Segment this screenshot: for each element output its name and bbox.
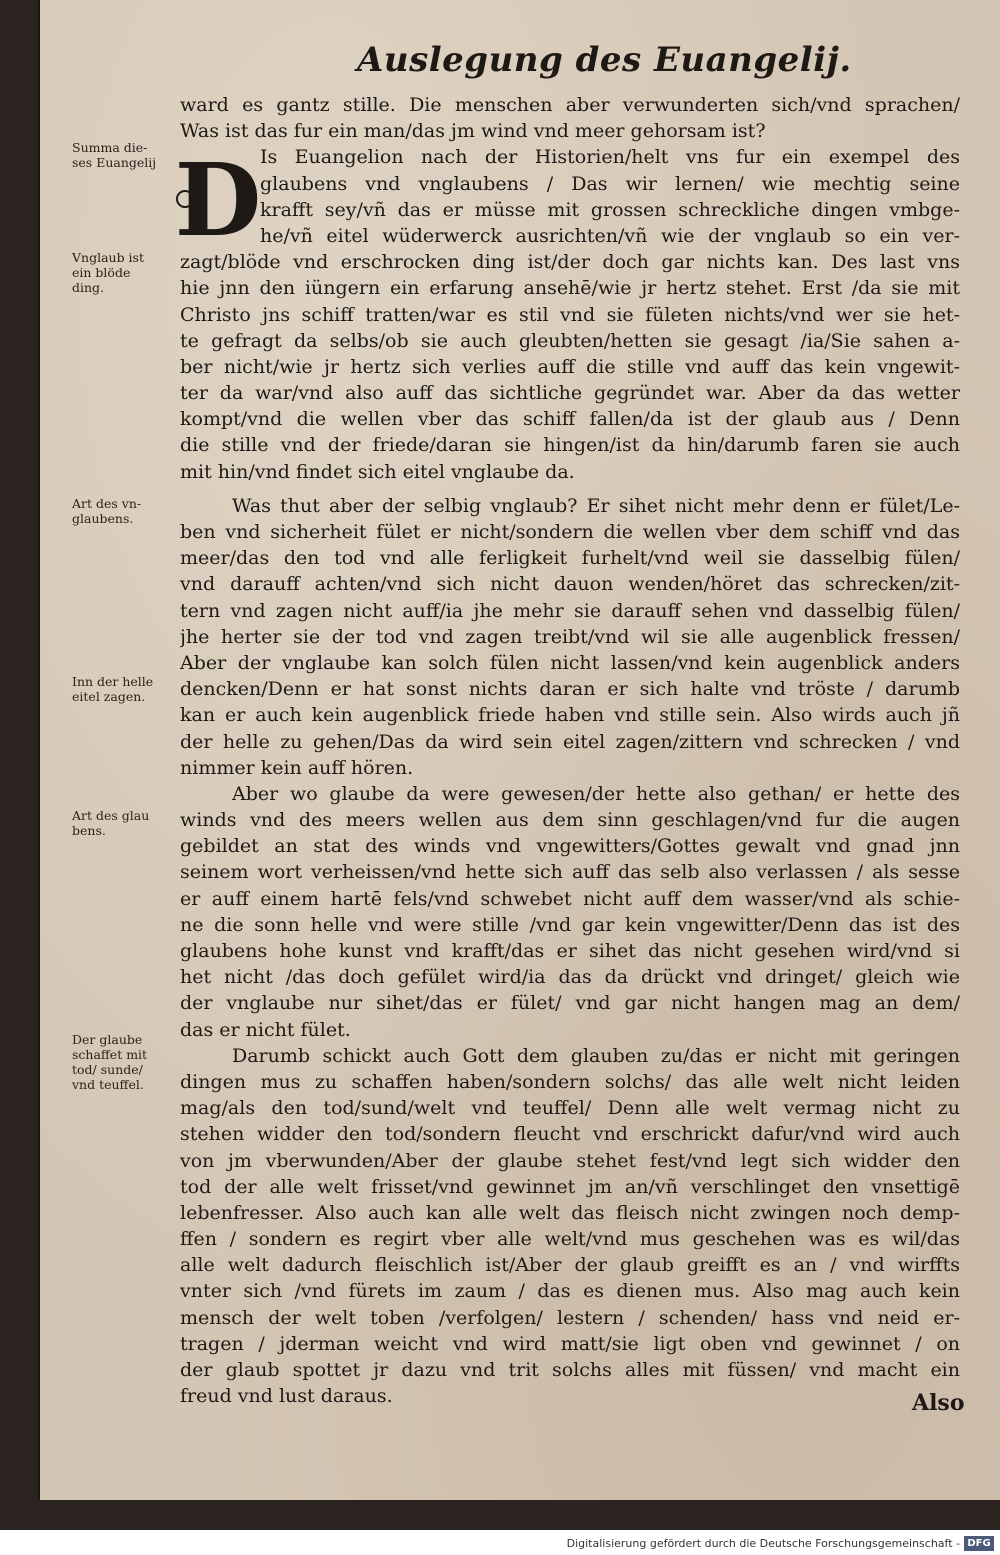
text-line: dencken/Denn er hat sonst nichts daran er sich halte vnd tröste / darumb (180, 678, 960, 701)
catchword: Also (912, 1390, 965, 1416)
text-line: stehen widder den tod/sondern fleucht vnd erschrickt dafur/vnd wird auch (180, 1123, 960, 1146)
text-line: Aber wo glaube da were gewesen/der hette also gethan/ er hette des (232, 782, 960, 805)
text-line: der glaub spottet jr dazu vnd trit solchs alles mit füssen/ vnd macht ein (180, 1359, 960, 1381)
text-line: Darumb schickt auch Gott dem glauben zu/das er nicht mit geringen (232, 1044, 960, 1067)
text-line: vnter sich /vnd fürets im zaum / das es dienen mus. Also mag auch kein (180, 1280, 960, 1303)
text-line: lebenfresser. Also auch kan alle welt das fleisch nicht zwingen noch demp- (180, 1201, 960, 1224)
body-text (180, 92, 960, 1409)
text-line: tragen / jderman weicht vnd wird matt/sie ligt oben vnd gewinnet / on (180, 1332, 960, 1355)
margin-note: Inn der helle eitel zagen. (72, 674, 154, 704)
text-line: Was ist das fur ein man/das jm wind vnd meer gehorsam ist? (180, 120, 766, 143)
text-line: mag/als den tod/sund/welt vnd teuffel/ Denn alle welt vermag nicht zu (180, 1097, 960, 1120)
text-line: kan er auch kein augenblick friede haben vnd stille sein. Also wirds auch jñ (180, 704, 960, 727)
text-line: ter da war/vnd also auff das sichtliche gegründet war. Aber da das wetter (180, 382, 960, 405)
decorated-initial: D (174, 141, 262, 259)
text-line: kompt/vnd die wellen vber das schiff fallen/da ist der glaub aus / Denn (180, 408, 960, 431)
text-line: freud vnd lust daraus. (180, 1385, 393, 1408)
text-line: hie jnn den iüngern ein erfarung ansehē/wie jr hertz stehet. Erst /da sie mit (180, 277, 960, 300)
text-line: glaubens vnd vnglaubens / Das wir lernen/ wie mechtig seine (260, 172, 960, 195)
margin-note: Der glaube schaffet mit tod/ sunde/ vnd teuffel. (72, 1032, 148, 1092)
text-line: jhe herter sie der tod vnd zagen treibt/vnd wil sie alle augenblick fressen/ (180, 625, 960, 648)
text-line: het nicht /das doch gefület wird/ia das da drückt vnd dringet/ gleich wie (180, 966, 960, 989)
text-line: er auff einem hartē fels/vnd schwebet nicht auff dem wasser/vnd als schie- (180, 887, 960, 910)
text-line: die stille vnd der friede/daran sie hingen/ist da hin/darumb faren sie auch (180, 434, 960, 457)
text-line: der vnglaube nur sihet/das er fület/ vnd gar nicht hangen mag an dem/ (180, 992, 960, 1015)
text-line: mensch der welt toben /verfolgen/ lestern / schenden/ hass vnd neid er- (180, 1306, 960, 1329)
text-line: alle welt dadurch fleischlich ist/Aber der glaub greifft es an / vnd wirffts (180, 1254, 960, 1277)
margin-note: Summa die- ses Euangelij (72, 140, 157, 170)
footer-bar (0, 1535, 1000, 1555)
text-line: Was thut aber der selbig vnglaub? Er sihet nicht mehr denn er fület/Le- (232, 494, 960, 517)
text-line: ne die sonn helle vnd were stille /vnd gar kein vngewitter/Denn das ist des (180, 913, 960, 936)
text-line: ward es gantz stille. Die menschen aber verwunderten sich/vnd sprachen/ (180, 94, 960, 116)
text-line: ffen / sondern es regirt vber alle welt/vnd mus geschehen was es wil/das (180, 1228, 960, 1251)
text-line: der helle zu gehen/Das da wird sein eitel zagen/zittern vnd schrecken / vnd (180, 730, 960, 753)
text-line: he/vñ eitel wüderwerck ausrichten/vñ wie der vnglaub so ein ver- (260, 224, 960, 247)
text-line: mit hin/vnd findet sich eitel vnglaube da. (180, 460, 575, 483)
text-line: von jm vberwunden/Aber der glaube stehet fest/vnd legt sich widder den (180, 1149, 960, 1172)
margin-note: Vnglaub ist ein blöde ding. (72, 250, 144, 295)
text-line: gebildet an stat des winds vnd vngewitters/Gottes gewalt vnd gnad jnn (180, 835, 960, 858)
running-head: Auslegung des Euangelij. (357, 40, 852, 80)
dfg-logo: DFG (964, 1536, 994, 1551)
text-line: Christo jns schiff tratten/war es stil vnd sie fületen nichts/vnd wer sie het- (180, 303, 960, 326)
funding-credit: Digitalisierung gefördert durch die Deutsche Forschungsgemeinschaft - (566, 1537, 960, 1550)
margin-note: Art des glau bens. (72, 808, 150, 838)
text-line: ber nicht/wie jr hertz sich verlies auff die stille vnd auff das kein vngewit- (180, 355, 960, 378)
text-line: Is Euangelion nach der Historien/helt vns fur ein exempel des (260, 146, 960, 169)
text-line: dingen mus zu schaffen haben/sondern solchs/ das alle welt nicht leiden (180, 1070, 960, 1093)
text-line: vnd darauff achten/vnd sich nicht dauon wenden/höret das schrecken/zit- (180, 573, 960, 596)
text-line: winds vnd des meers wellen aus dem sinn geschlagen/vnd fur die augen (180, 809, 960, 832)
text-line: seinem wort verheissen/vnd hette sich auff das selb also verlassen / als sesse (180, 861, 960, 884)
text-line: das er nicht fület. (180, 1018, 351, 1041)
text-line: te gefragt da selbs/ob sie auch gleubten/hetten sie gesagt /ia/Sie sahen a- (180, 329, 960, 352)
text-line: ben vnd sicherheit fület er nicht/sondern die wellen vber dem schiff vnd das (180, 521, 960, 543)
text-line: glaubens hohe kunst vnd krafft/das er sihet das nicht gesehen wird/vnd si (180, 940, 960, 962)
text-line: zagt/blöde vnd erschrocken ding ist/der doch gar nichts kan. Des last vns (180, 251, 960, 274)
text-line: tern vnd zagen nicht auff/ia jhe mehr sie darauff sehen vnd dasselbig fülen/ (180, 599, 960, 622)
text-line: nimmer kein auff hören. (180, 756, 414, 779)
text-line: tod der alle welt frisset/vnd gewinnet jm an/vñ verschlinget den vnsettigē (180, 1175, 960, 1198)
text-line: krafft sey/vñ das er müsse mit grossen schreckliche dingen vmbge- (260, 198, 960, 221)
margin-note: Art des vn- glaubens. (72, 496, 142, 526)
text-line: Aber der vnglaube kan solch fülen nicht lassen/vnd kein augenblick anders (180, 651, 960, 674)
text-line: meer/das den tod vnd alle ferligkeit furhelt/vnd weil sie dasselbig fülen/ (180, 547, 960, 570)
